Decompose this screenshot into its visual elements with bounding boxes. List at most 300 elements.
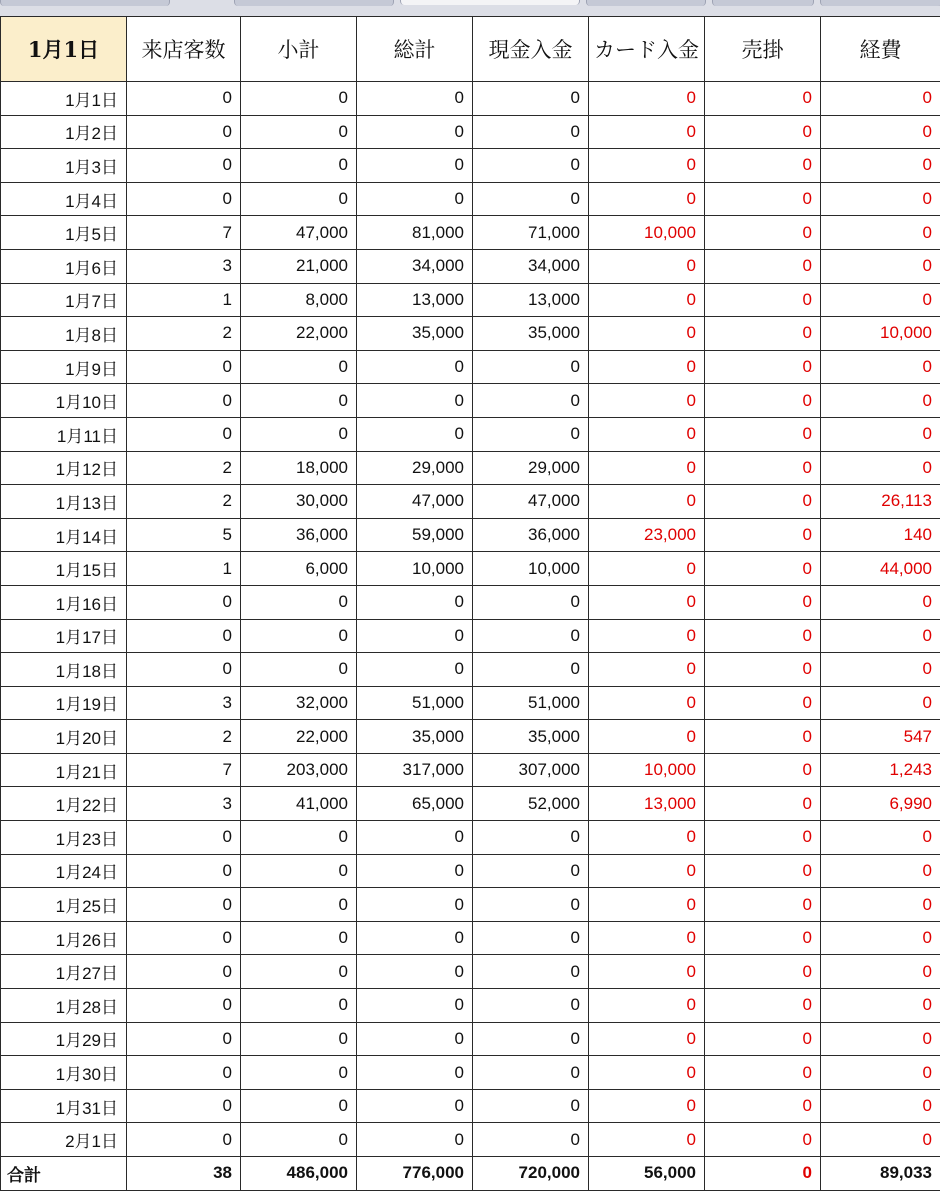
subtotal-cell[interactable]: 0 (241, 989, 357, 1023)
date-cell[interactable]: 1月30日 (1, 1056, 127, 1090)
date-cell[interactable]: 1月10日 (1, 384, 127, 418)
receivable-cell[interactable]: 0 (705, 653, 821, 687)
cash-deposit-cell[interactable]: 0 (473, 1056, 589, 1090)
grand-total-cell[interactable]: 0 (357, 1022, 473, 1056)
date-cell[interactable]: 1月9日 (1, 350, 127, 384)
receivable-cell[interactable]: 0 (705, 249, 821, 283)
card-deposit-cell[interactable]: 0 (589, 1123, 705, 1157)
expenses-cell[interactable]: 0 (821, 854, 940, 888)
expenses-cell[interactable]: 0 (821, 1089, 940, 1123)
expenses-cell[interactable]: 547 (821, 720, 940, 754)
total-card-deposit-cell[interactable]: 56,000 (589, 1157, 705, 1191)
cash-deposit-cell[interactable]: 307,000 (473, 753, 589, 787)
subtotal-cell[interactable]: 0 (241, 955, 357, 989)
expenses-cell[interactable]: 0 (821, 686, 940, 720)
expenses-cell[interactable]: 6,990 (821, 787, 940, 821)
expenses-cell[interactable]: 0 (821, 115, 940, 149)
customers-cell[interactable]: 7 (127, 753, 241, 787)
date-cell[interactable]: 1月18日 (1, 653, 127, 687)
subtotal-cell[interactable]: 0 (241, 350, 357, 384)
expenses-cell[interactable]: 0 (821, 249, 940, 283)
card-deposit-cell[interactable]: 0 (589, 384, 705, 418)
expenses-cell[interactable]: 0 (821, 821, 940, 855)
receivable-cell[interactable]: 0 (705, 955, 821, 989)
table-row (1, 1089, 940, 1123)
customers-cell[interactable]: 0 (127, 619, 241, 653)
grand-total-cell[interactable]: 51,000 (357, 686, 473, 720)
cash-deposit-cell[interactable]: 10,000 (473, 552, 589, 586)
cash-deposit-cell[interactable]: 0 (473, 921, 589, 955)
sheet-tab[interactable] (586, 0, 706, 6)
table-row (1, 955, 940, 989)
grand-total-cell[interactable]: 47,000 (357, 485, 473, 519)
grand-total-cell[interactable]: 65,000 (357, 787, 473, 821)
subtotal-cell[interactable]: 0 (241, 921, 357, 955)
cash-deposit-cell[interactable]: 71,000 (473, 216, 589, 250)
grand-total-cell[interactable]: 0 (357, 888, 473, 922)
expenses-cell[interactable]: 0 (821, 451, 940, 485)
expenses-cell[interactable]: 0 (821, 216, 940, 250)
total-expenses-cell[interactable]: 89,033 (821, 1157, 940, 1191)
sheet-tab[interactable] (820, 0, 940, 6)
date-cell[interactable]: 2月1日 (1, 1123, 127, 1157)
total-customers-cell[interactable]: 38 (127, 1157, 241, 1191)
customers-cell[interactable]: 2 (127, 720, 241, 754)
grand-total-cell[interactable]: 0 (357, 115, 473, 149)
date-cell[interactable]: 1月1日 (1, 82, 127, 116)
receivable-cell[interactable]: 0 (705, 1123, 821, 1157)
subtotal-cell[interactable]: 21,000 (241, 249, 357, 283)
customers-cell[interactable]: 0 (127, 955, 241, 989)
cash-deposit-cell[interactable]: 0 (473, 989, 589, 1023)
card-deposit-cell[interactable]: 0 (589, 686, 705, 720)
cash-deposit-cell[interactable]: 35,000 (473, 317, 589, 351)
card-deposit-cell[interactable]: 0 (589, 552, 705, 586)
total-receivable-cell[interactable]: 0 (705, 1157, 821, 1191)
customers-cell[interactable]: 0 (127, 182, 241, 216)
receivable-cell[interactable]: 0 (705, 317, 821, 351)
cash-deposit-cell[interactable]: 0 (473, 888, 589, 922)
cash-deposit-cell[interactable]: 52,000 (473, 787, 589, 821)
subtotal-cell[interactable]: 203,000 (241, 753, 357, 787)
date-cell[interactable]: 1月16日 (1, 585, 127, 619)
header-expenses[interactable]: 経費 (821, 17, 940, 82)
customers-cell[interactable]: 0 (127, 821, 241, 855)
date-cell[interactable]: 1月6日 (1, 249, 127, 283)
grand-total-cell[interactable]: 0 (357, 921, 473, 955)
cash-deposit-cell[interactable]: 0 (473, 115, 589, 149)
expenses-cell[interactable]: 10,000 (821, 317, 940, 351)
table-row (1, 82, 940, 116)
grand-total-cell[interactable]: 0 (357, 1056, 473, 1090)
customers-cell[interactable]: 0 (127, 1022, 241, 1056)
subtotal-cell[interactable]: 22,000 (241, 317, 357, 351)
grand-total-cell[interactable]: 0 (357, 619, 473, 653)
date-cell[interactable]: 1月23日 (1, 821, 127, 855)
customers-cell[interactable]: 0 (127, 82, 241, 116)
receivable-cell[interactable]: 0 (705, 854, 821, 888)
date-cell[interactable]: 1月13日 (1, 485, 127, 519)
cash-deposit-cell[interactable]: 0 (473, 821, 589, 855)
receivable-cell[interactable]: 0 (705, 1056, 821, 1090)
date-cell[interactable]: 1月31日 (1, 1089, 127, 1123)
grand-total-cell[interactable]: 0 (357, 854, 473, 888)
expenses-cell[interactable]: 0 (821, 1022, 940, 1056)
grand-total-cell[interactable]: 0 (357, 1123, 473, 1157)
table-row (1, 283, 940, 317)
date-cell[interactable]: 1月22日 (1, 787, 127, 821)
table-row (1, 720, 940, 754)
table-row (1, 249, 940, 283)
subtotal-cell[interactable]: 0 (241, 653, 357, 687)
card-deposit-cell[interactable]: 0 (589, 283, 705, 317)
card-deposit-cell[interactable]: 0 (589, 653, 705, 687)
customers-cell[interactable]: 1 (127, 283, 241, 317)
grand-total-cell[interactable]: 29,000 (357, 451, 473, 485)
cash-deposit-cell[interactable]: 35,000 (473, 720, 589, 754)
card-deposit-cell[interactable]: 0 (589, 1089, 705, 1123)
table-row (1, 1123, 940, 1157)
date-cell[interactable]: 1月3日 (1, 149, 127, 183)
card-deposit-cell[interactable]: 0 (589, 955, 705, 989)
header-grand-total[interactable]: 総計 (357, 17, 473, 82)
subtotal-cell[interactable]: 0 (241, 1022, 357, 1056)
subtotal-cell[interactable]: 41,000 (241, 787, 357, 821)
receivable-cell[interactable]: 0 (705, 1089, 821, 1123)
card-deposit-cell[interactable]: 0 (589, 989, 705, 1023)
cash-deposit-cell[interactable]: 0 (473, 854, 589, 888)
header-subtotal[interactable]: 小計 (241, 17, 357, 82)
table-row (1, 518, 940, 552)
receivable-cell[interactable]: 0 (705, 686, 821, 720)
receivable-cell[interactable]: 0 (705, 216, 821, 250)
grand-total-cell[interactable]: 81,000 (357, 216, 473, 250)
table-row (1, 787, 940, 821)
date-header-cell[interactable]: 1月1日 (1, 17, 127, 82)
grand-total-cell[interactable]: 0 (357, 585, 473, 619)
card-deposit-cell[interactable]: 23,000 (589, 518, 705, 552)
subtotal-cell[interactable]: 22,000 (241, 720, 357, 754)
subtotal-cell[interactable]: 0 (241, 619, 357, 653)
customers-cell[interactable]: 0 (127, 653, 241, 687)
card-deposit-cell[interactable]: 0 (589, 1022, 705, 1056)
customers-cell[interactable]: 3 (127, 787, 241, 821)
expenses-cell[interactable]: 0 (821, 417, 940, 451)
receivable-cell[interactable]: 0 (705, 888, 821, 922)
date-cell[interactable]: 1月15日 (1, 552, 127, 586)
customers-cell[interactable]: 1 (127, 552, 241, 586)
cash-deposit-cell[interactable]: 36,000 (473, 518, 589, 552)
cash-deposit-cell[interactable]: 0 (473, 149, 589, 183)
receivable-cell[interactable]: 0 (705, 283, 821, 317)
header-row (1, 17, 940, 82)
card-deposit-cell[interactable]: 0 (589, 485, 705, 519)
sheet-tab[interactable] (712, 0, 814, 6)
date-cell[interactable]: 1月20日 (1, 720, 127, 754)
receivable-cell[interactable]: 0 (705, 485, 821, 519)
grand-total-cell[interactable]: 0 (357, 149, 473, 183)
grand-total-cell[interactable]: 35,000 (357, 317, 473, 351)
subtotal-cell[interactable]: 0 (241, 821, 357, 855)
expenses-cell[interactable]: 0 (821, 989, 940, 1023)
subtotal-cell[interactable]: 0 (241, 82, 357, 116)
receivable-cell[interactable]: 0 (705, 1022, 821, 1056)
grand-total-cell[interactable]: 0 (357, 417, 473, 451)
grand-total-cell[interactable]: 10,000 (357, 552, 473, 586)
date-cell[interactable]: 1月25日 (1, 888, 127, 922)
sheet-tab[interactable] (234, 0, 394, 6)
date-cell[interactable]: 1月5日 (1, 216, 127, 250)
receivable-cell[interactable]: 0 (705, 182, 821, 216)
card-deposit-cell[interactable]: 0 (589, 149, 705, 183)
grand-total-cell[interactable]: 0 (357, 350, 473, 384)
expenses-cell[interactable]: 26,113 (821, 485, 940, 519)
receivable-cell[interactable]: 0 (705, 350, 821, 384)
card-deposit-cell[interactable]: 0 (589, 82, 705, 116)
date-cell[interactable]: 1月14日 (1, 518, 127, 552)
total-row (1, 1157, 940, 1191)
subtotal-cell[interactable]: 47,000 (241, 216, 357, 250)
grand-total-cell[interactable]: 0 (357, 955, 473, 989)
subtotal-cell[interactable]: 0 (241, 384, 357, 418)
receivable-cell[interactable]: 0 (705, 115, 821, 149)
subtotal-cell[interactable]: 0 (241, 182, 357, 216)
receivable-cell[interactable]: 0 (705, 82, 821, 116)
date-cell[interactable]: 1月11日 (1, 417, 127, 451)
card-deposit-cell[interactable]: 0 (589, 350, 705, 384)
subtotal-cell[interactable]: 8,000 (241, 283, 357, 317)
sheet-tab-active[interactable] (400, 0, 580, 5)
grand-total-cell[interactable]: 317,000 (357, 753, 473, 787)
customers-cell[interactable]: 0 (127, 854, 241, 888)
receivable-cell[interactable]: 0 (705, 585, 821, 619)
customers-cell[interactable]: 0 (127, 384, 241, 418)
expenses-cell[interactable]: 0 (821, 653, 940, 687)
grand-total-cell[interactable]: 13,000 (357, 283, 473, 317)
table-row (1, 350, 940, 384)
card-deposit-cell[interactable]: 0 (589, 888, 705, 922)
card-deposit-cell[interactable]: 0 (589, 249, 705, 283)
cash-deposit-cell[interactable]: 0 (473, 1123, 589, 1157)
header-cash-deposit[interactable]: 現金入金 (473, 17, 589, 82)
subtotal-cell[interactable]: 18,000 (241, 451, 357, 485)
card-deposit-cell[interactable]: 0 (589, 854, 705, 888)
subtotal-cell[interactable]: 0 (241, 1123, 357, 1157)
grand-total-cell[interactable]: 0 (357, 384, 473, 418)
cash-deposit-cell[interactable]: 0 (473, 585, 589, 619)
cash-deposit-cell[interactable]: 0 (473, 619, 589, 653)
cash-deposit-cell[interactable]: 0 (473, 653, 589, 687)
card-deposit-cell[interactable]: 0 (589, 1056, 705, 1090)
grand-total-cell[interactable]: 34,000 (357, 249, 473, 283)
date-cell[interactable]: 1月8日 (1, 317, 127, 351)
subtotal-cell[interactable]: 0 (241, 585, 357, 619)
table-row (1, 686, 940, 720)
expenses-cell[interactable]: 0 (821, 619, 940, 653)
receivable-cell[interactable]: 0 (705, 787, 821, 821)
grand-total-cell[interactable]: 0 (357, 1089, 473, 1123)
receivable-cell[interactable]: 0 (705, 619, 821, 653)
subtotal-cell[interactable]: 36,000 (241, 518, 357, 552)
subtotal-cell[interactable]: 0 (241, 854, 357, 888)
card-deposit-cell[interactable]: 0 (589, 921, 705, 955)
date-cell[interactable]: 1月28日 (1, 989, 127, 1023)
expenses-cell[interactable]: 0 (821, 149, 940, 183)
customers-cell[interactable]: 0 (127, 921, 241, 955)
customers-cell[interactable]: 0 (127, 149, 241, 183)
expenses-cell[interactable]: 0 (821, 955, 940, 989)
customers-cell[interactable]: 3 (127, 249, 241, 283)
card-deposit-cell[interactable]: 0 (589, 720, 705, 754)
expenses-cell[interactable]: 0 (821, 585, 940, 619)
grand-total-cell[interactable]: 0 (357, 989, 473, 1023)
date-cell[interactable]: 1月27日 (1, 955, 127, 989)
grand-total-cell[interactable]: 0 (357, 821, 473, 855)
receivable-cell[interactable]: 0 (705, 149, 821, 183)
grand-total-cell[interactable]: 59,000 (357, 518, 473, 552)
date-cell[interactable]: 1月29日 (1, 1022, 127, 1056)
expenses-cell[interactable]: 1,243 (821, 753, 940, 787)
subtotal-cell[interactable]: 6,000 (241, 552, 357, 586)
expenses-cell[interactable]: 0 (821, 82, 940, 116)
customers-cell[interactable]: 0 (127, 1123, 241, 1157)
total-grand-total-cell[interactable]: 776,000 (357, 1157, 473, 1191)
receivable-cell[interactable]: 0 (705, 518, 821, 552)
card-deposit-cell[interactable]: 0 (589, 821, 705, 855)
grand-total-cell[interactable]: 0 (357, 82, 473, 116)
table-row (1, 451, 940, 485)
receivable-cell[interactable]: 0 (705, 384, 821, 418)
subtotal-cell[interactable]: 32,000 (241, 686, 357, 720)
cash-deposit-cell[interactable]: 29,000 (473, 451, 589, 485)
expenses-cell[interactable]: 140 (821, 518, 940, 552)
customers-cell[interactable]: 0 (127, 350, 241, 384)
cash-deposit-cell[interactable]: 34,000 (473, 249, 589, 283)
date-cell[interactable]: 1月4日 (1, 182, 127, 216)
total-cash-deposit-cell[interactable]: 720,000 (473, 1157, 589, 1191)
receivable-cell[interactable]: 0 (705, 921, 821, 955)
cash-deposit-cell[interactable]: 13,000 (473, 283, 589, 317)
customers-cell[interactable]: 2 (127, 485, 241, 519)
table-row (1, 182, 940, 216)
header-card-deposit[interactable]: カード入金 (589, 17, 705, 82)
receivable-cell[interactable]: 0 (705, 821, 821, 855)
cash-deposit-cell[interactable]: 0 (473, 384, 589, 418)
grand-total-cell[interactable]: 35,000 (357, 720, 473, 754)
card-deposit-cell[interactable]: 0 (589, 585, 705, 619)
cash-deposit-cell[interactable]: 47,000 (473, 485, 589, 519)
cash-deposit-cell[interactable]: 0 (473, 417, 589, 451)
customers-cell[interactable]: 5 (127, 518, 241, 552)
card-deposit-cell[interactable]: 0 (589, 417, 705, 451)
header-receivable[interactable]: 売掛 (705, 17, 821, 82)
cash-deposit-cell[interactable]: 0 (473, 82, 589, 116)
receivable-cell[interactable]: 0 (705, 989, 821, 1023)
receivable-cell[interactable]: 0 (705, 552, 821, 586)
subtotal-cell[interactable]: 0 (241, 417, 357, 451)
expenses-cell[interactable]: 44,000 (821, 552, 940, 586)
card-deposit-cell[interactable]: 0 (589, 619, 705, 653)
date-cell[interactable]: 1月26日 (1, 921, 127, 955)
expenses-cell[interactable]: 0 (821, 350, 940, 384)
customers-cell[interactable]: 7 (127, 216, 241, 250)
card-deposit-cell[interactable]: 0 (589, 115, 705, 149)
cash-deposit-cell[interactable]: 0 (473, 1022, 589, 1056)
expenses-cell[interactable]: 0 (821, 921, 940, 955)
customers-cell[interactable]: 0 (127, 989, 241, 1023)
subtotal-cell[interactable]: 30,000 (241, 485, 357, 519)
grand-total-cell[interactable]: 0 (357, 182, 473, 216)
card-deposit-cell[interactable]: 0 (589, 182, 705, 216)
customers-cell[interactable]: 0 (127, 1056, 241, 1090)
expenses-cell[interactable]: 0 (821, 384, 940, 418)
card-deposit-cell[interactable]: 10,000 (589, 753, 705, 787)
receivable-cell[interactable]: 0 (705, 720, 821, 754)
receivable-cell[interactable]: 0 (705, 753, 821, 787)
cash-deposit-cell[interactable]: 51,000 (473, 686, 589, 720)
expenses-cell[interactable]: 0 (821, 888, 940, 922)
expenses-cell[interactable]: 0 (821, 283, 940, 317)
subtotal-cell[interactable]: 0 (241, 1089, 357, 1123)
customers-cell[interactable]: 3 (127, 686, 241, 720)
date-cell[interactable]: 1月21日 (1, 753, 127, 787)
receivable-cell[interactable]: 0 (705, 417, 821, 451)
subtotal-cell[interactable]: 0 (241, 1056, 357, 1090)
customers-cell[interactable]: 0 (127, 1089, 241, 1123)
customers-cell[interactable]: 0 (127, 585, 241, 619)
table-row (1, 149, 940, 183)
receivable-cell[interactable]: 0 (705, 451, 821, 485)
cash-deposit-cell[interactable]: 0 (473, 182, 589, 216)
card-deposit-cell[interactable]: 10,000 (589, 216, 705, 250)
customers-cell[interactable]: 2 (127, 451, 241, 485)
cash-deposit-cell[interactable]: 0 (473, 350, 589, 384)
customers-cell[interactable]: 0 (127, 417, 241, 451)
expenses-cell[interactable]: 0 (821, 182, 940, 216)
subtotal-cell[interactable]: 0 (241, 149, 357, 183)
subtotal-cell[interactable]: 0 (241, 888, 357, 922)
total-subtotal-cell[interactable]: 486,000 (241, 1157, 357, 1191)
expenses-cell[interactable]: 0 (821, 1056, 940, 1090)
date-cell[interactable]: 1月24日 (1, 854, 127, 888)
cash-deposit-cell[interactable]: 0 (473, 955, 589, 989)
table-row (1, 1056, 940, 1090)
date-cell[interactable]: 1月12日 (1, 451, 127, 485)
table-row (1, 552, 940, 586)
customers-cell[interactable]: 0 (127, 888, 241, 922)
card-deposit-cell[interactable]: 0 (589, 317, 705, 351)
card-deposit-cell[interactable]: 13,000 (589, 787, 705, 821)
card-deposit-cell[interactable]: 0 (589, 451, 705, 485)
table-row (1, 888, 940, 922)
customers-cell[interactable]: 0 (127, 115, 241, 149)
date-cell[interactable]: 1月17日 (1, 619, 127, 653)
sheet-tab[interactable] (0, 0, 170, 6)
table-row (1, 216, 940, 250)
date-cell[interactable]: 1月7日 (1, 283, 127, 317)
total-label[interactable]: 合計 (1, 1157, 127, 1191)
cash-deposit-cell[interactable]: 0 (473, 1089, 589, 1123)
date-cell[interactable]: 1月2日 (1, 115, 127, 149)
subtotal-cell[interactable]: 0 (241, 115, 357, 149)
table-row (1, 317, 940, 351)
table-row (1, 585, 940, 619)
grand-total-cell[interactable]: 0 (357, 653, 473, 687)
header-customers[interactable]: 来店客数 (127, 17, 241, 82)
expenses-cell[interactable]: 0 (821, 1123, 940, 1157)
customers-cell[interactable]: 2 (127, 317, 241, 351)
date-cell[interactable]: 1月19日 (1, 686, 127, 720)
